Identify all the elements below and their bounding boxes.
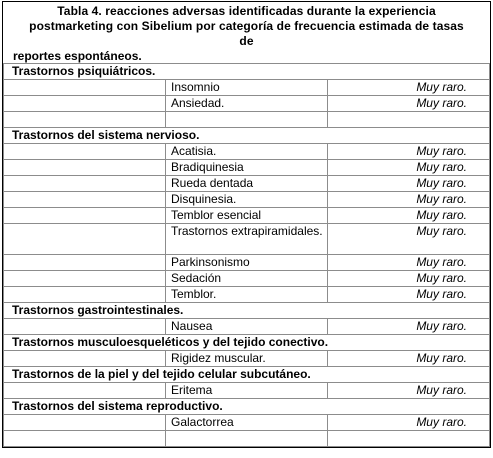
reaction-term: Temblor esencial xyxy=(166,208,328,224)
empty-cell xyxy=(4,383,166,399)
table-row xyxy=(4,319,490,335)
table-row xyxy=(4,144,490,160)
frequency-value: Muy raro. xyxy=(328,160,490,176)
category-label: Trastornos musculoesqueléticos y del tejido conectivo. xyxy=(4,335,490,351)
empty-cell xyxy=(4,351,166,367)
reaction-term: Galactorrea xyxy=(166,415,328,431)
reaction-term: Temblor. xyxy=(166,287,328,303)
empty-cell xyxy=(4,431,166,447)
reaction-term: Ansiedad. xyxy=(166,96,328,112)
table-row xyxy=(4,192,490,208)
table-row xyxy=(4,160,490,176)
table-caption-tail: reportes espontáneos. xyxy=(13,49,142,63)
frequency-value: Muy raro. xyxy=(328,351,490,367)
category-row xyxy=(4,303,490,319)
empty-cell xyxy=(4,208,166,224)
frequency-value: Muy raro. xyxy=(328,271,490,287)
blank-row xyxy=(4,112,490,128)
reaction-term: Disquinesia. xyxy=(166,192,328,208)
reaction-term: Nausea xyxy=(166,319,328,335)
empty-cell xyxy=(4,96,166,112)
category-row xyxy=(4,64,490,80)
empty-cell xyxy=(4,192,166,208)
table-row xyxy=(4,255,490,271)
reaction-term: Acatisia. xyxy=(166,144,328,160)
category-row xyxy=(4,128,490,144)
table-row xyxy=(4,96,490,112)
frequency-value: Muy raro. xyxy=(328,224,490,255)
table-body xyxy=(4,64,490,447)
frequency-value: Muy raro. xyxy=(328,80,490,96)
frequency-value: Muy raro. xyxy=(328,255,490,271)
empty-cell xyxy=(4,176,166,192)
empty-cell xyxy=(4,319,166,335)
frequency-value: Muy raro. xyxy=(328,192,490,208)
empty-cell xyxy=(4,255,166,271)
table-row xyxy=(4,80,490,96)
empty-cell xyxy=(4,415,166,431)
empty-cell xyxy=(4,112,166,128)
table-row xyxy=(4,271,490,287)
frequency-value: Muy raro. xyxy=(328,319,490,335)
frequency-value: Muy raro. xyxy=(328,96,490,112)
category-label: Trastornos del sistema reproductivo. xyxy=(4,399,490,415)
table-row xyxy=(4,287,490,303)
empty-cell xyxy=(166,112,328,128)
empty-cell xyxy=(328,431,490,447)
empty-cell xyxy=(4,287,166,303)
table-row xyxy=(4,351,490,367)
category-row xyxy=(4,335,490,351)
reaction-term: Sedación xyxy=(166,271,328,287)
category-label: Trastornos gastrointestinales. xyxy=(4,303,490,319)
empty-cell xyxy=(328,112,490,128)
category-label: Trastornos psiquiátricos. xyxy=(4,64,490,80)
category-label: Trastornos de la piel y del tejido celular subcutáneo. xyxy=(4,367,490,383)
reaction-term: Eritema xyxy=(166,383,328,399)
adverse-reactions-document xyxy=(2,1,491,448)
empty-cell xyxy=(4,271,166,287)
frequency-value: Muy raro. xyxy=(328,144,490,160)
reaction-term: Parkinsonismo xyxy=(166,255,328,271)
empty-cell xyxy=(4,224,166,255)
empty-cell xyxy=(4,80,166,96)
frequency-value: Muy raro. xyxy=(328,287,490,303)
empty-cell xyxy=(166,431,328,447)
frequency-value: Muy raro. xyxy=(328,383,490,399)
adverse-reactions-table xyxy=(3,63,490,447)
reaction-term: Rigidez muscular. xyxy=(166,351,328,367)
table-row xyxy=(4,176,490,192)
frequency-value: Muy raro. xyxy=(328,415,490,431)
empty-cell xyxy=(4,160,166,176)
category-row xyxy=(4,367,490,383)
reaction-term: Insomnio xyxy=(166,80,328,96)
reaction-term: Trastornos extrapiramidales. xyxy=(166,224,328,255)
table-row xyxy=(4,415,490,431)
table-caption: Tabla 4. reacciones adversas identificadas durante la experiencia postmarketing con Sibelium por categoría de frecuencia estimada de tasas de xyxy=(29,4,464,48)
empty-cell xyxy=(4,144,166,160)
table-row xyxy=(4,224,490,255)
blank-row xyxy=(4,431,490,447)
reaction-term: Rueda dentada xyxy=(166,176,328,192)
reaction-term: Bradiquinesia xyxy=(166,160,328,176)
frequency-value: Muy raro. xyxy=(328,208,490,224)
category-label: Trastornos del sistema nervioso. xyxy=(4,128,490,144)
table-row xyxy=(4,383,490,399)
table-row xyxy=(4,208,490,224)
frequency-value: Muy raro. xyxy=(328,176,490,192)
category-row xyxy=(4,399,490,415)
